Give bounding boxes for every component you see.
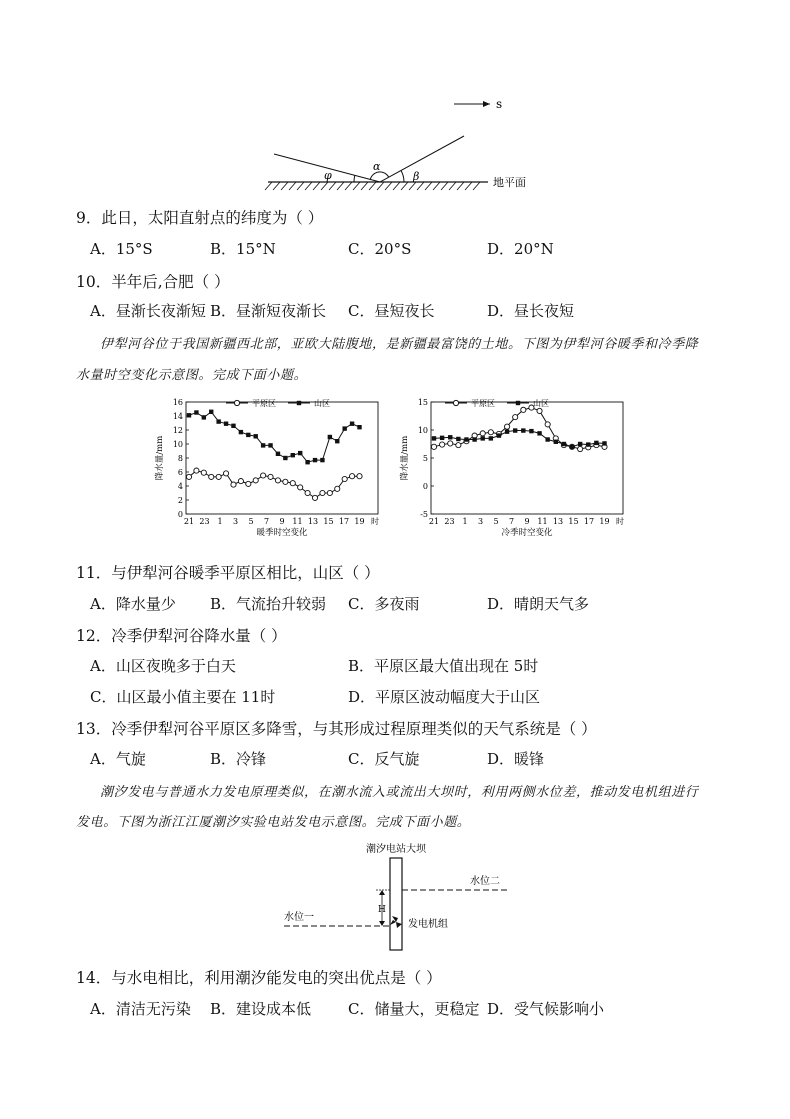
- hatch-line: [473, 182, 480, 190]
- x-tick-label: 23: [199, 517, 210, 526]
- hatch-line: [433, 182, 440, 190]
- water-level-two-label: 水位二: [470, 876, 500, 887]
- mountain-data-point: [497, 433, 501, 437]
- mountain-data-point: [505, 429, 509, 433]
- hatch-line: [465, 182, 472, 190]
- mountain-data-point: [594, 441, 598, 445]
- plain-data-point: [513, 415, 518, 420]
- mountain-data-point: [529, 429, 533, 433]
- mountain-data-point: [335, 439, 339, 443]
- mountain-data-point: [320, 458, 324, 462]
- hatch-line: [273, 182, 280, 190]
- mountain-data-point: [291, 453, 295, 457]
- x-tick-label: 21: [183, 517, 195, 526]
- x-tick-label: 15: [323, 517, 334, 526]
- hatch-line: [409, 182, 416, 190]
- plain-data-point: [223, 471, 228, 476]
- q13-option-c[interactable]: C．反气旋: [348, 750, 420, 768]
- x-tick-label: 时: [616, 517, 624, 526]
- mountain-data-point: [513, 428, 517, 432]
- x-tick-label: 11: [292, 517, 303, 526]
- x-tick-label: 5: [493, 517, 499, 526]
- alpha-label: α: [373, 160, 381, 173]
- plain-data-point: [290, 481, 295, 486]
- x-axis-label: 冷季时空变化: [501, 528, 553, 538]
- intro-paragraph-1-line-1: 伊犁河谷位于我国新疆西北部，亚欧大陆腹地，是新疆最富饶的土地。下图为伊犁河谷暖季和冷季降: [100, 337, 699, 352]
- q9-option-c[interactable]: C．20°S: [348, 240, 412, 258]
- mountain-data-point: [350, 422, 354, 426]
- mountain-data-point: [570, 445, 574, 449]
- plain-data-point: [201, 470, 206, 475]
- hatch-line: [369, 182, 376, 190]
- plain-data-point: [521, 407, 526, 412]
- hatch-line: [281, 182, 288, 190]
- plot-frame: [186, 402, 378, 514]
- legend-marker-mountain: [297, 401, 301, 405]
- mountain-data-point: [456, 437, 460, 441]
- mountain-data-point: [194, 410, 198, 414]
- ground-hatching: [265, 182, 480, 190]
- plain-data-point: [578, 446, 583, 451]
- plain-data-point: [456, 443, 461, 448]
- sun-angle-figure: [250, 90, 550, 200]
- x-tick-label: 13: [552, 517, 564, 526]
- legend-marker-plain: [234, 400, 239, 405]
- x-tick-label: 13: [307, 517, 319, 526]
- q14-stem: 14．与水电相比，利用潮汐能发电的突出优点是（ ）: [76, 969, 442, 987]
- mountain-data-point: [246, 433, 250, 437]
- warm-season-chart: [150, 392, 390, 540]
- legend-label-mountain: 山区: [314, 399, 330, 408]
- intro-paragraph-1-line-2: 水量时空变化示意图。完成下面小题。: [76, 368, 308, 383]
- y-tick-label: 8: [177, 454, 183, 463]
- q14-option-d[interactable]: D．受气候影响小: [487, 1000, 605, 1018]
- hatch-line: [417, 182, 424, 190]
- mountain-data-point: [313, 458, 317, 462]
- q13-option-a[interactable]: A．气旋: [90, 750, 146, 768]
- y-tick-label: 4: [177, 482, 183, 491]
- q9-option-b[interactable]: B．15°N: [210, 240, 276, 258]
- plain-data-point: [238, 479, 243, 484]
- hatch-line: [449, 182, 456, 190]
- plain-data-point: [261, 473, 266, 478]
- right-ray: [380, 136, 464, 182]
- cold-season-chart: [395, 392, 635, 540]
- plain-data-point: [335, 486, 340, 491]
- y-tick-label: 6: [177, 468, 183, 477]
- mountain-data-point: [261, 443, 265, 447]
- x-tick-label: 7: [508, 517, 515, 526]
- y-axis-label: 降水量/mm: [400, 435, 410, 481]
- x-tick-label: 11: [537, 517, 548, 526]
- generator-label: 发电机组: [408, 919, 448, 930]
- hatch-line: [265, 182, 272, 190]
- h-label: H: [378, 905, 386, 915]
- q12-option-c[interactable]: C．山区最小值主要在 11时: [90, 688, 276, 706]
- x-tick-label: 3: [477, 517, 484, 526]
- mountain-data-point: [489, 436, 493, 440]
- x-tick-label: 9: [279, 517, 285, 526]
- dam-wall: [390, 858, 402, 950]
- mountain-data-point: [357, 425, 361, 429]
- legend-label-mountain: 山区: [533, 399, 549, 408]
- mountain-data-point: [202, 415, 206, 419]
- hatch-line: [377, 182, 384, 190]
- water-level-one-label: 水位一: [284, 912, 314, 923]
- plain-data-point: [186, 474, 191, 479]
- plain-data-point: [231, 482, 236, 487]
- y-tick-label: 2: [177, 496, 183, 505]
- mountain-data-point: [562, 442, 566, 446]
- plain-data-point: [342, 476, 347, 481]
- mountain-data-point: [224, 422, 228, 426]
- hatch-line: [393, 182, 400, 190]
- plain-data-point: [283, 479, 288, 484]
- mountain-data-point: [440, 436, 444, 440]
- x-tick-label: 7: [263, 517, 270, 526]
- series-line-plain: [189, 471, 360, 498]
- legend-marker-mountain: [516, 401, 520, 405]
- y-tick-label: 5: [422, 454, 428, 463]
- hatch-line: [313, 182, 320, 190]
- y-tick-label: 15: [417, 398, 428, 407]
- plain-data-point: [349, 474, 354, 479]
- q11-stem: 11．与伊犁河谷暖季平原区相比，山区（ ）: [76, 564, 380, 582]
- y-tick-label: 0: [422, 482, 428, 491]
- q14-option-a[interactable]: A．清洁无污染: [90, 1000, 191, 1018]
- plain-data-point: [253, 478, 258, 483]
- mountain-data-point: [239, 430, 243, 434]
- mountain-data-point: [554, 440, 558, 444]
- plain-data-point: [305, 490, 310, 495]
- q12-option-a[interactable]: A．山区夜晚多于白天: [90, 657, 236, 675]
- x-tick-label: 17: [583, 517, 595, 526]
- x-tick-label: 19: [599, 517, 610, 526]
- h-arrow-top: [379, 890, 385, 895]
- plain-data-point: [246, 481, 251, 486]
- q9-stem: 9．此日，太阳直射点的纬度为（ ）: [76, 209, 324, 227]
- mountain-data-point: [187, 413, 191, 417]
- q12-option-b[interactable]: B．平原区最大值出现在 5时: [348, 657, 539, 675]
- plain-data-point: [488, 430, 493, 435]
- legend-marker-plain: [453, 400, 458, 405]
- x-tick-label: 1: [462, 517, 468, 526]
- mountain-data-point: [578, 442, 582, 446]
- q10-stem: 10．半年后,合肥（ ）: [76, 273, 230, 291]
- mountain-data-point: [537, 431, 541, 435]
- legend-label-plain: 平原区: [252, 399, 276, 408]
- plain-data-point: [209, 474, 214, 479]
- plot-frame: [431, 402, 623, 514]
- hatch-line: [297, 182, 304, 190]
- x-axis-label: 暖季时空变化: [256, 528, 308, 538]
- plain-data-point: [504, 424, 509, 429]
- mountain-data-point: [328, 435, 332, 439]
- hatch-line: [289, 182, 296, 190]
- mountain-data-point: [209, 410, 213, 414]
- q11-option-c[interactable]: C．多夜雨: [348, 595, 420, 613]
- phi-label: φ: [324, 169, 332, 182]
- q13-option-b[interactable]: B．冷锋: [210, 750, 267, 768]
- hatch-line: [425, 182, 432, 190]
- q11-option-d[interactable]: D．晴朗天气多: [487, 595, 590, 613]
- plain-data-point: [431, 444, 436, 449]
- plain-data-point: [327, 490, 332, 495]
- mountain-data-point: [472, 437, 476, 441]
- x-tick-label: 5: [248, 517, 254, 526]
- q14-option-b[interactable]: B．建设成本低: [210, 1000, 312, 1018]
- y-tick-label: 10: [172, 440, 183, 449]
- hatch-line: [401, 182, 408, 190]
- beta-arc: [401, 171, 404, 183]
- x-tick-label: 21: [428, 517, 440, 526]
- hatch-line: [361, 182, 368, 190]
- mountain-data-point: [432, 436, 436, 440]
- plain-data-point: [320, 490, 325, 495]
- mountain-data-point: [586, 442, 590, 446]
- y-tick-label: 0: [177, 510, 183, 519]
- mountain-data-point: [231, 424, 235, 428]
- q10-option-d[interactable]: D．昼长夜短: [487, 302, 575, 320]
- q9-option-d[interactable]: D．20°N: [487, 240, 554, 258]
- phi-arc: [354, 175, 355, 182]
- q12-stem: 12．冷季伊犁河谷降水量（ ）: [76, 627, 287, 645]
- x-tick-label: 17: [338, 517, 350, 526]
- q9-option-a[interactable]: A．15°S: [90, 240, 153, 258]
- mountain-data-point: [448, 435, 452, 439]
- q14-option-c[interactable]: C．储量大，更稳定: [348, 1000, 480, 1018]
- q10-option-c[interactable]: C．昼短夜长: [348, 302, 435, 320]
- legend-label-plain: 平原区: [471, 399, 495, 408]
- mountain-data-point: [305, 460, 309, 464]
- mountain-data-point: [216, 419, 220, 423]
- beta-label: β: [413, 170, 420, 183]
- y-axis-label: 降水量/mm: [155, 435, 165, 481]
- mountain-data-point: [276, 452, 280, 456]
- h-arrow-bottom: [379, 921, 385, 926]
- hatch-line: [337, 182, 344, 190]
- q13-stem: 13．冷季伊犁河谷平原区多降雪，与其形成过程原理类似的天气系统是（ ）: [76, 720, 597, 738]
- hatch-line: [305, 182, 312, 190]
- plain-data-point: [268, 474, 273, 479]
- x-tick-label: 1: [217, 517, 223, 526]
- x-tick-label: 3: [232, 517, 239, 526]
- mountain-data-point: [481, 436, 485, 440]
- q12-option-d[interactable]: D．平原区波动幅度大于山区: [348, 688, 541, 706]
- hatch-line: [353, 182, 360, 190]
- x-tick-label: 时: [371, 517, 379, 526]
- x-tick-label: 19: [354, 517, 365, 526]
- plain-data-point: [448, 441, 453, 446]
- mountain-data-point: [268, 443, 272, 447]
- mountain-data-point: [521, 428, 525, 432]
- y-tick-label: -5: [420, 510, 428, 519]
- dam-label: 潮汐电站大坝: [366, 844, 426, 855]
- mountain-data-point: [545, 437, 549, 441]
- plain-data-point: [357, 474, 362, 479]
- y-tick-label: 16: [172, 398, 183, 407]
- hatch-line: [385, 182, 392, 190]
- hatch-line: [345, 182, 352, 190]
- q10-option-b[interactable]: B．昼渐短夜渐长: [210, 302, 327, 320]
- mountain-data-point: [602, 441, 606, 445]
- plain-data-point: [298, 485, 303, 490]
- plain-data-point: [216, 474, 221, 479]
- mountain-data-point: [342, 426, 346, 430]
- mountain-data-point: [298, 451, 302, 455]
- plain-data-point: [440, 442, 445, 447]
- y-tick-label: 12: [172, 426, 183, 435]
- s-label: s: [496, 97, 503, 111]
- ground-label: 地平面: [493, 176, 526, 189]
- q11-option-b[interactable]: B．气流抬升较弱: [210, 595, 327, 613]
- hatch-line: [329, 182, 336, 190]
- q11-option-a[interactable]: A．降水量少: [90, 595, 176, 613]
- mountain-data-point: [464, 437, 468, 441]
- intro-paragraph-2-line-1: 潮汐发电与普通水力发电原理类似，在潮水流入或流出大坝时，利用两侧水位差，推动发电机组进行: [100, 785, 699, 800]
- plain-data-point: [545, 422, 550, 427]
- q10-option-a[interactable]: A．昼渐长夜渐短: [90, 302, 206, 320]
- plain-data-point: [312, 495, 317, 500]
- plain-data-point: [537, 408, 542, 413]
- x-tick-label: 15: [568, 517, 579, 526]
- hatch-line: [441, 182, 448, 190]
- tidal-dam-figure: [270, 838, 540, 958]
- plain-data-point: [480, 431, 485, 436]
- y-tick-label: 14: [172, 412, 183, 421]
- hatch-line: [321, 182, 328, 190]
- hatch-line: [457, 182, 464, 190]
- series-line-mountain: [189, 412, 360, 462]
- x-tick-label: 9: [524, 517, 530, 526]
- mountain-data-point: [254, 434, 258, 438]
- mountain-data-point: [283, 456, 287, 460]
- q13-option-d[interactable]: D．暖锋: [487, 750, 545, 768]
- y-tick-label: 10: [417, 426, 428, 435]
- plain-data-point: [275, 478, 280, 483]
- x-tick-label: 23: [444, 517, 455, 526]
- plain-data-point: [194, 468, 199, 473]
- intro-paragraph-2-line-2: 发电。下图为浙江江厦潮汐实验电站发电示意图。完成下面小题。: [76, 815, 471, 830]
